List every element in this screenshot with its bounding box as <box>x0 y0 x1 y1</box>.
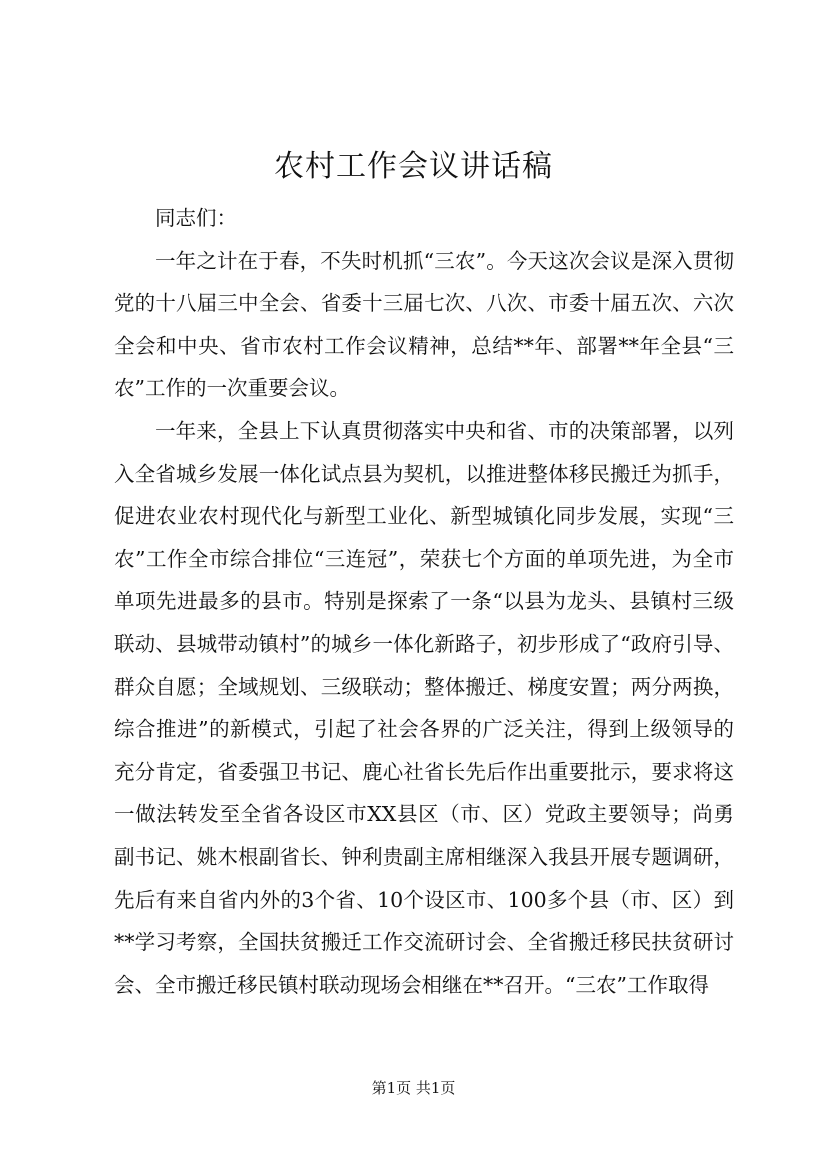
page-number-footer: 第1页 共1页 <box>371 1079 456 1097</box>
paragraph-1: 一年之计在于春，不失时机抓“三农”。今天这次会议是深入贯彻党的十八届三中全会、省委十三届七次、八次、市委十届五次、六次全会和中央、省市农村工作会议精神，总结**年、部署**年全县“三农”工作的一次重要会议。 <box>114 248 734 401</box>
document-body <box>114 197 734 1006</box>
paragraph-2: 一年来，全县上下认真贯彻落实中央和省、市的决策部署，以列入全省城乡发展一体化试点县为契机，以推进整体移民搬迁为抓手，促进农业农村现代化与新型工业化、新型城镇化同步发展，实现“三农”工作全市综合排位“三连冠”，荣获七个方面的单项先进，为全市单项先进最多的县市。特别是探索了一条“以县为龙头、县镇村三级联动、县城带动镇村”的城乡一体化新路子，初步形成了“政府引导、群众自愿；全域规划、三级联动；整体搬迁、梯度安置；两分两换，综合推进”的新模式，引起了社会各界的广泛关注，得到上级领导的充分肯定，省委强卫书记、鹿心社省长先后作出重要批示，要求将这一做法转发至全省各设区市XX县区（市、区）党政主要领导；尚勇副书记、姚木根副省长、钟利贵副主席相继深入我县开展专题调研，先后有来自省内外的3个省、10个设区市、100多个县（市、区）到**学习考察，全国扶贫搬迁工作交流研讨会、全省搬迁移民扶贫研讨会、全市搬迁移民镇村联动现场会相继在**召开。“三农”工作取得 <box>114 418 734 997</box>
document-title: 农村工作会议讲话稿 <box>274 149 553 184</box>
salutation: 同志们： <box>155 206 237 230</box>
